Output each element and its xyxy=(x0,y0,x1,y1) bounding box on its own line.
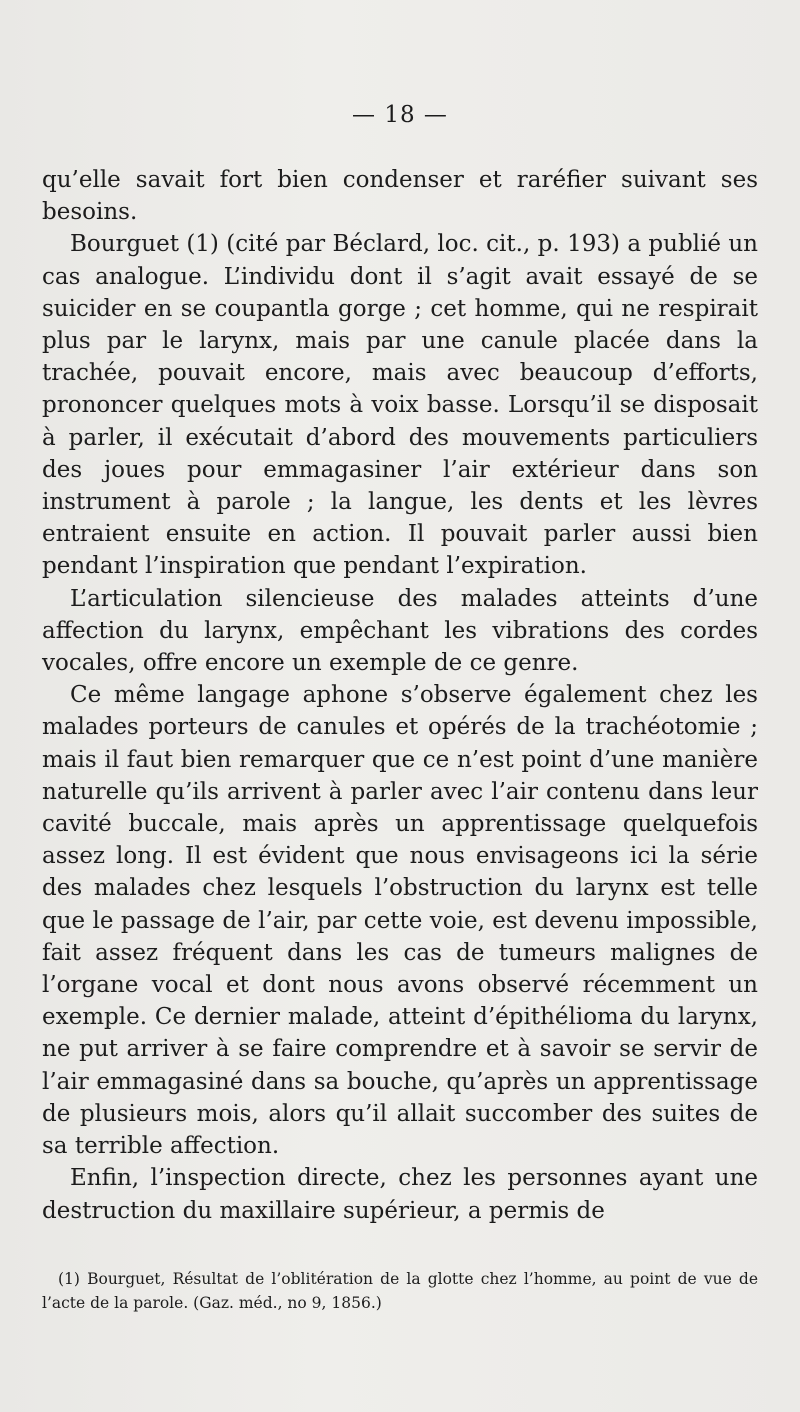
paragraph-5: Enfin, l’inspection directe, chez les personnes ayant une destruction du maxillaire supérieur, a permis de xyxy=(42,1165,758,1224)
paragraph-1: qu’elle savait fort bien condenser et raréfier suivant ses besoins. xyxy=(42,167,758,226)
page-number: — 18 — xyxy=(352,102,448,128)
page-content xyxy=(42,102,758,1315)
paragraph-3: L’articulation silencieuse des malades atteints d’une affection du larynx, empêchant les vibrations des cordes vocales, offre encore un exemple de ce genre. xyxy=(42,585,758,677)
paragraph-2: Bourguet (1) (cité par Béclard, loc. cit., p. 193) a publié un cas analogue. L’individu dont il s’agit avait essayé de se suicider en se coupantla gorge ; cet homme, qui ne respirait plus par le larynx, mais par une canule placée dans la trachée, pouvait encore, mais avec beaucoup d’efforts, prononcer quelques mots à voix basse. Lorsqu’il se disposait à parler, il exécutait d’abord des mouvements particuliers des joues pour emmagasiner l’air extérieur dans son instrument à parole ; la langue, les dents et les lèvres entraient ensuite en action. Il pouvait parler aussi bien pendant l’inspiration que pendant l’expiration. xyxy=(42,231,758,580)
footnotes xyxy=(42,1267,758,1315)
body-text xyxy=(42,164,758,1227)
footnote-1: (1) Bourguet, Résultat de l’oblitération de la glotte chez l’homme, au point de vue de l’acte de la parole. (Gaz. méd., no 9, 1856.) xyxy=(42,1269,758,1312)
paragraph-4: Ce même langage aphone s’observe également chez les malades porteurs de canules et opérés de la trachéotomie ; mais il faut bien remarquer que ce n’est point d’une manière naturelle qu’ils arrivent à parler avec l’air contenu dans leur cavité buccale, mais après un apprentissage quelquefois assez long. Il est évident que nous envisageons ici la série des malades chez lesquels l’obstruction du larynx est telle que le passage de l’air, par cette voie, est devenu impossible, fait assez fréquent dans les cas de tumeurs malignes de l’organe vocal et dont nous avons observé récemment un exemple. Ce dernier malade, atteint d’épithélioma du larynx, ne put arriver à se faire comprendre et à savoir se servir de l’air emmagasiné dans sa bouche, qu’après un apprentissage de plusieurs mois, alors qu’il allait succomber des suites de sa terrible affection. xyxy=(42,682,758,1160)
